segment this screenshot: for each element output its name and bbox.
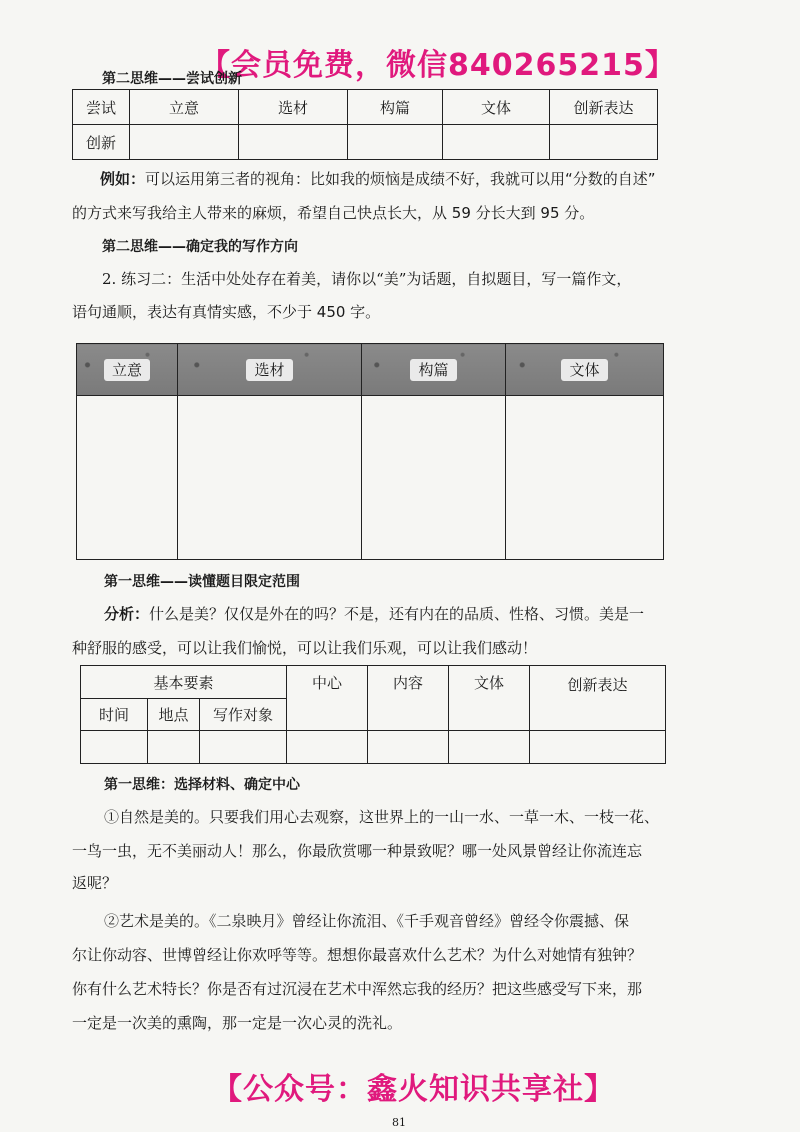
p1-line-2: 一鸟一虫，无不美丽动人！那么，你最欣赏哪一种景致呢？哪一处风景曾经让你流连忘: [72, 842, 643, 860]
table-cell: [178, 396, 362, 560]
header-basic-elements: 基本要素: [81, 666, 287, 699]
section2-heading: 第二思维——确定我的写作方向: [102, 239, 298, 255]
header-xuancai: 选材: [239, 90, 348, 125]
analysis-line-2: 种舒服的感受，可以让我们愉悦，可以让我们乐观，可以让我们感动！: [72, 639, 538, 657]
innovation-table: [72, 89, 658, 160]
table-cell: [81, 731, 148, 764]
table-cell: [506, 396, 664, 560]
section3-heading: 第一思维——读懂题目限定范围: [104, 574, 300, 590]
table-cell: [443, 125, 550, 160]
header-wenti-2: [506, 344, 664, 396]
row-label-innovate: 创新: [73, 125, 130, 160]
header-innovative-expression: 创新表达: [530, 666, 666, 731]
example-line-2: 的方式来写我给主人带来的麻烦，希望自己快点长大，从 59 分长大到 95 分。: [72, 204, 595, 222]
example-text-1: 可以运用第三者的视角：比如我的烦恼是成绩不好，我就可以用“分数的自述”: [145, 170, 656, 188]
table-cell: [530, 731, 666, 764]
writing-direction-table: [76, 343, 664, 560]
p1-line-3: 返呢？: [72, 874, 118, 892]
task-line-1: 2. 练习二：生活中处处存在着美，请你以“美”为话题，自拟题目，写一篇作文，: [102, 270, 632, 288]
section1-heading: 第二思维——尝试创新: [102, 71, 242, 87]
header-liyi: 立意: [130, 90, 239, 125]
table-cell: [287, 731, 368, 764]
table-cell: [362, 396, 506, 560]
header-genre: 文体: [449, 666, 530, 731]
section4-heading: 第一思维：选择材料、确定中心: [104, 777, 300, 793]
header-time: 时间: [81, 699, 148, 731]
table-cell: [77, 396, 178, 560]
header-object: 写作对象: [200, 699, 287, 731]
header-center: 中心: [287, 666, 368, 731]
elements-table: [80, 665, 666, 764]
p2-line-4: 一定是一次美的熏陶，那一定是一次心灵的洗礼。: [72, 1014, 403, 1032]
header-goupian: 构篇: [348, 90, 443, 125]
header-liyi-2: [77, 344, 178, 396]
p2-line-1: ②艺术是美的。《二泉映月》曾经让你流泪、《千手观音曾经》曾经令你震撼、保: [104, 912, 630, 930]
p1-line-1: ①自然是美的。只要我们用心去观察，这世界上的一山一水、一草一木、一枝一花、: [104, 808, 660, 826]
row-label-try: 尝试: [73, 90, 130, 125]
header-place: 地点: [148, 699, 200, 731]
banner-top: 【会员免费，微信840265215】: [200, 48, 676, 83]
banner-bottom: 【公众号：鑫火知识共享社】: [212, 1072, 615, 1107]
analysis-text-1: 什么是美？仅仅是外在的吗？不是，还有内在的品质、性格、习惯。美是一: [149, 605, 645, 623]
header-liyi-2-label: 立意: [104, 359, 150, 381]
header-goupian-2: [362, 344, 506, 396]
header-content: 内容: [368, 666, 449, 731]
example-label: 例如：: [100, 170, 146, 188]
table-cell: [368, 731, 449, 764]
header-chuangxin: 创新表达: [550, 90, 658, 125]
table-cell: [550, 125, 658, 160]
task-line-2: 语句通顺，表达有真情实感，不少于 450 字。: [72, 303, 381, 321]
header-wenti-2-label: 文体: [561, 359, 607, 381]
p2-line-3: 你有什么艺术特长？你是否有过沉浸在艺术中浑然忘我的经历？把这些感受写下来，那: [72, 980, 643, 998]
header-xuancai-2-label: 选材: [246, 359, 292, 381]
analysis-line-1: [104, 603, 644, 624]
p2-line-2: 尔让你动容、世博曾经让你欢呼等等。想想你最喜欢什么艺术？为什么对她情有独钟？: [72, 946, 643, 964]
page-number: 81: [392, 1116, 406, 1129]
table-cell: [200, 731, 287, 764]
header-xuancai-2: [178, 344, 362, 396]
table-cell: [130, 125, 239, 160]
table-cell: [148, 731, 200, 764]
table-cell: [449, 731, 530, 764]
analysis-label: 分析：: [104, 605, 150, 623]
example-line-1: [100, 168, 656, 189]
table-cell: [239, 125, 348, 160]
header-goupian-2-label: 构篇: [410, 359, 456, 381]
table-cell: [348, 125, 443, 160]
header-wenti: 文体: [443, 90, 550, 125]
